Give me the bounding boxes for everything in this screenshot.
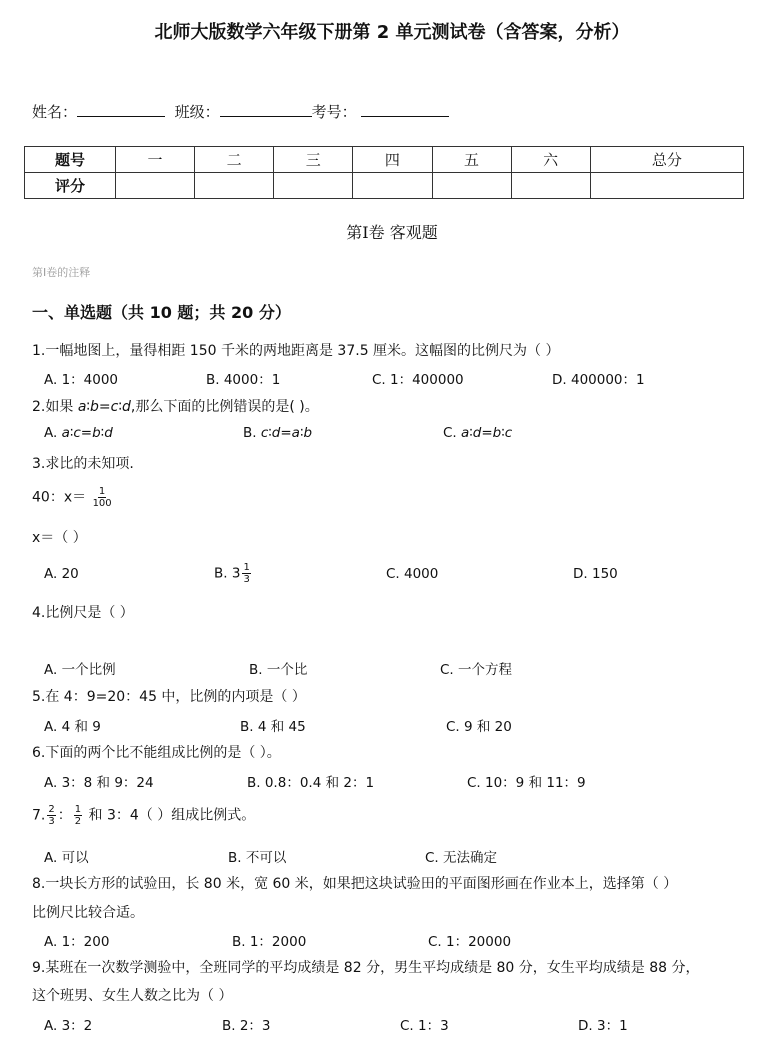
score-input-cell[interactable] — [590, 173, 743, 199]
score-table-cell: 二 — [195, 147, 274, 173]
score-table-cell: 一 — [116, 147, 195, 173]
question-4-option-c[interactable]: C. 一个方程 — [440, 662, 513, 678]
question-2-stem — [32, 396, 319, 416]
document-title: 北师大版数学六年级下册第 2 单元测试卷（含答案，分析） — [154, 22, 630, 43]
score-input-cell[interactable] — [116, 173, 195, 199]
question-5-option-a[interactable]: A. 4 和 9 — [44, 719, 101, 735]
question-2-stem-prefix: 2.如果 — [32, 399, 78, 415]
fraction-denominator: 100 — [92, 498, 112, 509]
question-3-stem: 3.求比的未知项. — [32, 456, 134, 472]
question-5-option-c[interactable]: C. 9 和 20 — [446, 719, 512, 735]
score-input-cell[interactable] — [511, 173, 590, 199]
question-7-stem — [32, 804, 255, 827]
question-3-expr-left: 40：x＝ — [32, 489, 87, 506]
ratio-separator: ： — [57, 807, 72, 824]
option-text: B. 3 — [214, 565, 241, 582]
question-4-option-b[interactable]: B. 一个比 — [249, 662, 308, 678]
score-table-header-row — [25, 147, 744, 173]
score-table-cell: 总分 — [590, 147, 743, 173]
score-table-cell: 六 — [511, 147, 590, 173]
question-1-option-a[interactable]: A. 1：4000 — [44, 372, 119, 388]
score-table — [24, 146, 744, 199]
exam-no-blank[interactable] — [361, 100, 449, 117]
score-table-cell: 三 — [274, 147, 353, 173]
fraction-numerator: 1 — [98, 486, 106, 497]
question-7-option-a[interactable]: A. 可以 — [44, 850, 89, 866]
question-9-option-c[interactable]: C. 1：3 — [400, 1018, 449, 1034]
question-9-stem-line-2: 这个班男、女生人数之比为（ ） — [32, 988, 233, 1004]
question-2-option-a[interactable] — [44, 425, 113, 441]
question-6-option-b[interactable]: B. 0.8：0.4 和 2：1 — [247, 775, 375, 791]
question-3-option-c[interactable]: C. 4000 — [386, 566, 439, 582]
option-text: a∶c=b∶d — [61, 425, 113, 441]
question-1-option-c[interactable]: C. 1：400000 — [372, 372, 464, 388]
score-table-cell: 四 — [353, 147, 432, 173]
question-8-stem-line-2: 比例尺比较合适。 — [32, 905, 144, 921]
fraction-numerator: 2 — [48, 804, 55, 815]
fraction-numerator: 1 — [243, 562, 250, 573]
question-4-stem: 4.比例尺是（ ） — [32, 605, 134, 621]
question-2-option-c[interactable] — [443, 425, 512, 441]
question-3-expression — [32, 486, 114, 509]
question-5-stem: 5.在 4：9=20：45 中，比例的内项是（ ） — [32, 689, 306, 705]
question-3-option-b[interactable] — [214, 562, 253, 585]
question-6-option-c[interactable]: C. 10：9 和 11：9 — [467, 775, 586, 791]
option-letter: B. — [243, 425, 261, 441]
score-input-cell[interactable] — [274, 173, 353, 199]
question-3-answer-line: x＝（ ） — [32, 530, 87, 546]
score-row-label: 评分 — [25, 173, 116, 199]
question-1-option-b[interactable]: B. 4000：1 — [206, 372, 281, 388]
option-letter: A. — [44, 425, 62, 441]
question-2-stem-expr: a∶b=c∶d — [77, 399, 131, 415]
section-note: 第Ⅰ卷的注释 — [32, 266, 91, 279]
question-1-option-d[interactable]: D. 400000：1 — [552, 372, 645, 388]
question-8-option-a[interactable]: A. 1：200 — [44, 934, 110, 950]
question-9-stem-line-1: 9.某班在一次数学测验中，全班同学的平均成绩是 82 分，男生平均成绩是 80 分，女生平均成绩是 88 分， — [32, 960, 700, 976]
class-label: 班级： — [174, 103, 220, 121]
question-6-stem: 6.下面的两个比不能组成比例的是（ ）。 — [32, 745, 281, 761]
fraction — [242, 562, 250, 585]
fraction — [47, 804, 55, 827]
student-info-line — [32, 100, 449, 122]
question-1-stem: 1.一幅地图上，量得相距 150 千米的两地距离是 37.5 厘米。这幅图的比例尺为（ ） — [32, 343, 560, 359]
question-9-option-a[interactable]: A. 3：2 — [44, 1018, 93, 1034]
fraction-numerator: 1 — [74, 804, 82, 815]
fraction — [93, 486, 112, 509]
question-7-stem-prefix: 7. — [32, 807, 46, 824]
part-title: 一、单选题（共 10 题；共 20 分） — [32, 303, 291, 322]
class-blank[interactable] — [220, 100, 312, 117]
option-text: c∶d=a∶b — [260, 425, 313, 441]
option-letter: C. — [443, 425, 462, 441]
fraction-denominator: 3 — [243, 574, 250, 585]
question-8-option-c[interactable]: C. 1：20000 — [428, 934, 512, 950]
question-8-stem-line-1: 8.一块长方形的试验田，长 80 米，宽 60 米，如果把这块试验田的平面图形画在作业本上，选择第（ ） — [32, 876, 678, 892]
question-3-option-a[interactable]: A. 20 — [44, 566, 79, 582]
question-4-option-a[interactable]: A. 一个比例 — [44, 662, 116, 678]
score-table-score-row — [25, 173, 744, 199]
name-blank[interactable] — [77, 100, 165, 117]
question-9-option-b[interactable]: B. 2：3 — [222, 1018, 271, 1034]
question-6-option-a[interactable]: A. 3：8 和 9：24 — [44, 775, 154, 791]
question-7-option-b[interactable]: B. 不可以 — [228, 850, 287, 866]
fraction — [74, 804, 82, 827]
fraction-denominator: 2 — [74, 816, 82, 827]
score-input-cell[interactable] — [195, 173, 274, 199]
score-table-cell: 五 — [432, 147, 511, 173]
question-2-option-b[interactable] — [243, 425, 312, 441]
fraction-denominator: 3 — [48, 816, 55, 827]
score-input-cell[interactable] — [353, 173, 432, 199]
question-5-option-b[interactable]: B. 4 和 45 — [240, 719, 306, 735]
question-2-stem-suffix: ,那么下面的比例错误的是( )。 — [130, 399, 319, 415]
question-9-option-d[interactable]: D. 3：1 — [578, 1018, 628, 1034]
question-8-option-b[interactable]: B. 1：2000 — [232, 934, 307, 950]
name-label: 姓名： — [32, 103, 78, 121]
score-input-cell[interactable] — [432, 173, 511, 199]
question-3-option-d[interactable]: D. 150 — [573, 566, 618, 582]
question-7-option-c[interactable]: C. 无法确定 — [425, 850, 498, 866]
section-title: 第Ⅰ卷 客观题 — [346, 223, 438, 242]
score-table-cell: 题号 — [25, 147, 116, 173]
exam-no-label: 考号： — [311, 103, 357, 121]
option-text: a∶d=b∶c — [461, 425, 513, 441]
question-7-stem-suffix: 和 3：4（ ）组成比例式。 — [84, 807, 256, 824]
